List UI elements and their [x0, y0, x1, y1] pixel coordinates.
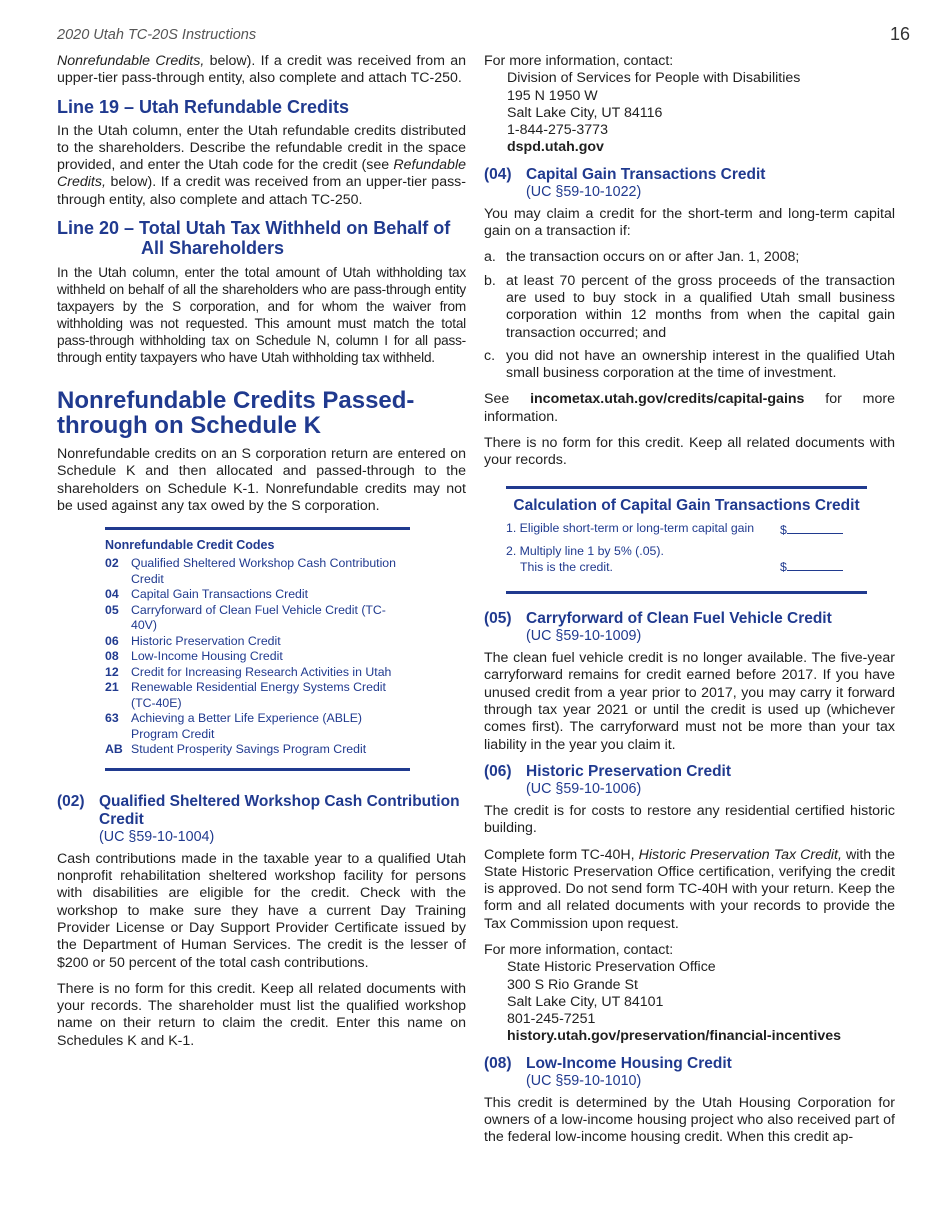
nonrefundable-heading: Nonrefundable Credits Passed-through on Schedule K: [57, 387, 415, 440]
line20-paragraph: In the Utah column, enter the total amount of Utah withholding tax withheld on behalf of all the shareholders who are pass-through entity taxpayers by the S corporation, and for whom the waiver from withholding was not requested. This amount must match the total pass-through withholding tax on Schedule N, column I for all pass-through entity taxpayers who have Utah withholding tax withheld.: [57, 265, 466, 366]
section-05-heading: (05) Carryforward of Clean Fuel Vehicle Credit (UC §59-10-1009): [484, 610, 832, 645]
section-04-heading: (04) Capital Gain Transactions Credit (UC §59-10-1022): [484, 165, 766, 200]
credit-code-row: 21 Renewable Residential Energy Systems Credit (TC-40E): [105, 680, 386, 710]
shpo-link[interactable]: history.utah.gov/preservation/financial-incentives: [507, 1028, 842, 1045]
section-04-see: See incometax.utah.gov/credits/capital-gains for more information.: [484, 391, 895, 425]
nonrefundable-paragraph: Nonrefundable credits on an S corporation return are entered on Schedule K and then allocated and passed-through to the shareholders on Schedule K-1. Nonrefundable credits may not be used against any tax owed by the S corporation.: [57, 446, 466, 514]
section-08-paragraph: This credit is determined by the Utah Housing Corporation for owners of a low-income housing project who also received part of the federal low-income housing credit. When this credit ap-: [484, 1094, 895, 1146]
credit-code-row: 63 Achieving a Better Life Experience (ABLE) Program Credit: [105, 711, 363, 741]
list-item: b. at least 70 percent of the gross proceeds of the transaction are used to buy stock in a qualified Utah small business corporation within 12 months from when the capital gain transaction occurred; and: [484, 272, 895, 341]
credit-code-row: AB Student Prosperity Savings Program Credit: [105, 742, 367, 757]
credit-code-row: 08 Low-Income Housing Credit: [105, 649, 283, 664]
calculation-line-1: 1. Eligible short-term or long-term capital gain $: [506, 521, 867, 539]
credit-code-row: 04 Capital Gain Transactions Credit: [105, 587, 309, 602]
credit-code-row: 02 Qualified Sheltered Workshop Cash Contribution Credit: [105, 556, 396, 586]
left-column: [57, 53, 466, 1059]
line19-paragraph: In the Utah column, enter the Utah refundable credits distributed to the shareholders. Describe the refundable credit in the space provided, and enter the Utah code for the credit (see Refundable Credits, below). If a credit was received from an upper-tier pass-through entity, also complete and attach TC-250.: [57, 122, 466, 208]
list-item: c. you did not have an ownership interest in the qualified Utah small business corporation at the time of investment.: [484, 347, 895, 382]
section-04-list: [484, 249, 895, 382]
list-item: a. the transaction occurs on or after Jan. 1, 2008;: [484, 249, 800, 266]
contact-block-dspd: For more information, contact: Division of Services for People with Disabilities 195 N 1950 W Salt Lake City, UT 84116 1-844-275-3773 dspd.utah.gov: [484, 53, 895, 157]
contact-block-shpo: For more information, contact: State Historic Preservation Office 300 S Rio Grande St Salt Lake City, UT 84101 801-245-7251 history.utah.gov/preservation/financial-incentives: [484, 942, 895, 1046]
section-02-paragraph-2: There is no form for this credit. Keep all related documents with your records. The shareholder must list the qualified workshop name on their return to claim the credit. Enter this name on Schedules K and K-1.: [57, 980, 466, 1049]
running-header: 2020 Utah TC-20S Instructions: [57, 27, 257, 43]
section-04-noform: There is no form for this credit. Keep all related documents with your records.: [484, 435, 895, 469]
section-08-heading: (08) Low-Income Housing Credit (UC §59-10-1010): [484, 1054, 732, 1089]
line-2-amount-field[interactable]: $: [780, 558, 843, 576]
calculation-box: [506, 486, 867, 595]
line-1-amount-field[interactable]: $: [780, 521, 843, 539]
credit-code-row: 05 Carryforward of Clean Fuel Vehicle Credit (TC-40V): [105, 602, 386, 633]
section-06-paragraph-2: Complete form TC-40H, Historic Preservation Tax Credit, with the State Historic Preservation Office certification, verifying the credit is approved. Do not send form TC-40H with your return. Keep the form and all related documents with your records to provide the Tax Commission upon request.: [484, 846, 895, 932]
calculation-title: Calculation of Capital Gain Transactions Credit: [513, 496, 860, 514]
section-04-intro: You may claim a credit for the short-term and long-term capital gain on a transaction if:: [484, 205, 895, 240]
line20-heading: Line 20 – Total Utah Tax Withheld on Behalf of All Shareholders: [57, 218, 451, 259]
line19-heading: Line 19 – Utah Refundable Credits: [57, 96, 350, 117]
section-02-heading: (02) Qualified Sheltered Workshop Cash Contribution Credit (UC §59-10-1004): [57, 792, 460, 845]
page-number: 16: [890, 24, 911, 44]
right-column: [484, 53, 895, 1156]
section-05-paragraph: The clean fuel vehicle credit is no longer available. The five-year carryforward remains for credit earned before 2017. If you have unused credit from a year prior to 2017, you may carry it forward through tax year 2021 or until the credit is used up (whichever comes first). The carryforward must not be more than your tax liability in the year you claim it.: [484, 650, 895, 753]
dspd-link[interactable]: dspd.utah.gov: [507, 139, 604, 156]
calculation-line-2: 2. Multiply line 1 by 5% (.05). This is the credit. $: [506, 544, 867, 575]
intro-paragraph: Nonrefundable Credits, below). If a credit was received from an upper-tier pass-through entity, also complete and attach TC-250.: [57, 53, 467, 87]
capital-gains-link[interactable]: incometax.utah.gov/credits/capital-gains: [530, 391, 805, 408]
credit-codes-title: Nonrefundable Credit Codes: [105, 538, 275, 553]
credit-codes-box: [105, 527, 410, 771]
section-06-heading: (06) Historic Preservation Credit (UC §59-10-1006): [484, 762, 732, 797]
section-02-paragraph-1: Cash contributions made in the taxable year to a qualified Utah nonprofit rehabilitation sheltered workshop facility for persons with disabilities are eligible for the credit. Check with the workshop to make sure they have a current Day Training Provider License or Day Support Provider Certificate issued by the Department of Human Services. The credit is the lesser of $200 or 50 percent of the total cash contributions.: [57, 850, 466, 971]
credit-code-row: 12 Credit for Increasing Research Activities in Utah: [105, 664, 392, 679]
credit-code-row: 06 Historic Preservation Credit: [105, 633, 281, 648]
section-06-paragraph-1: The credit is for costs to restore any residential certified historic building.: [484, 802, 895, 837]
